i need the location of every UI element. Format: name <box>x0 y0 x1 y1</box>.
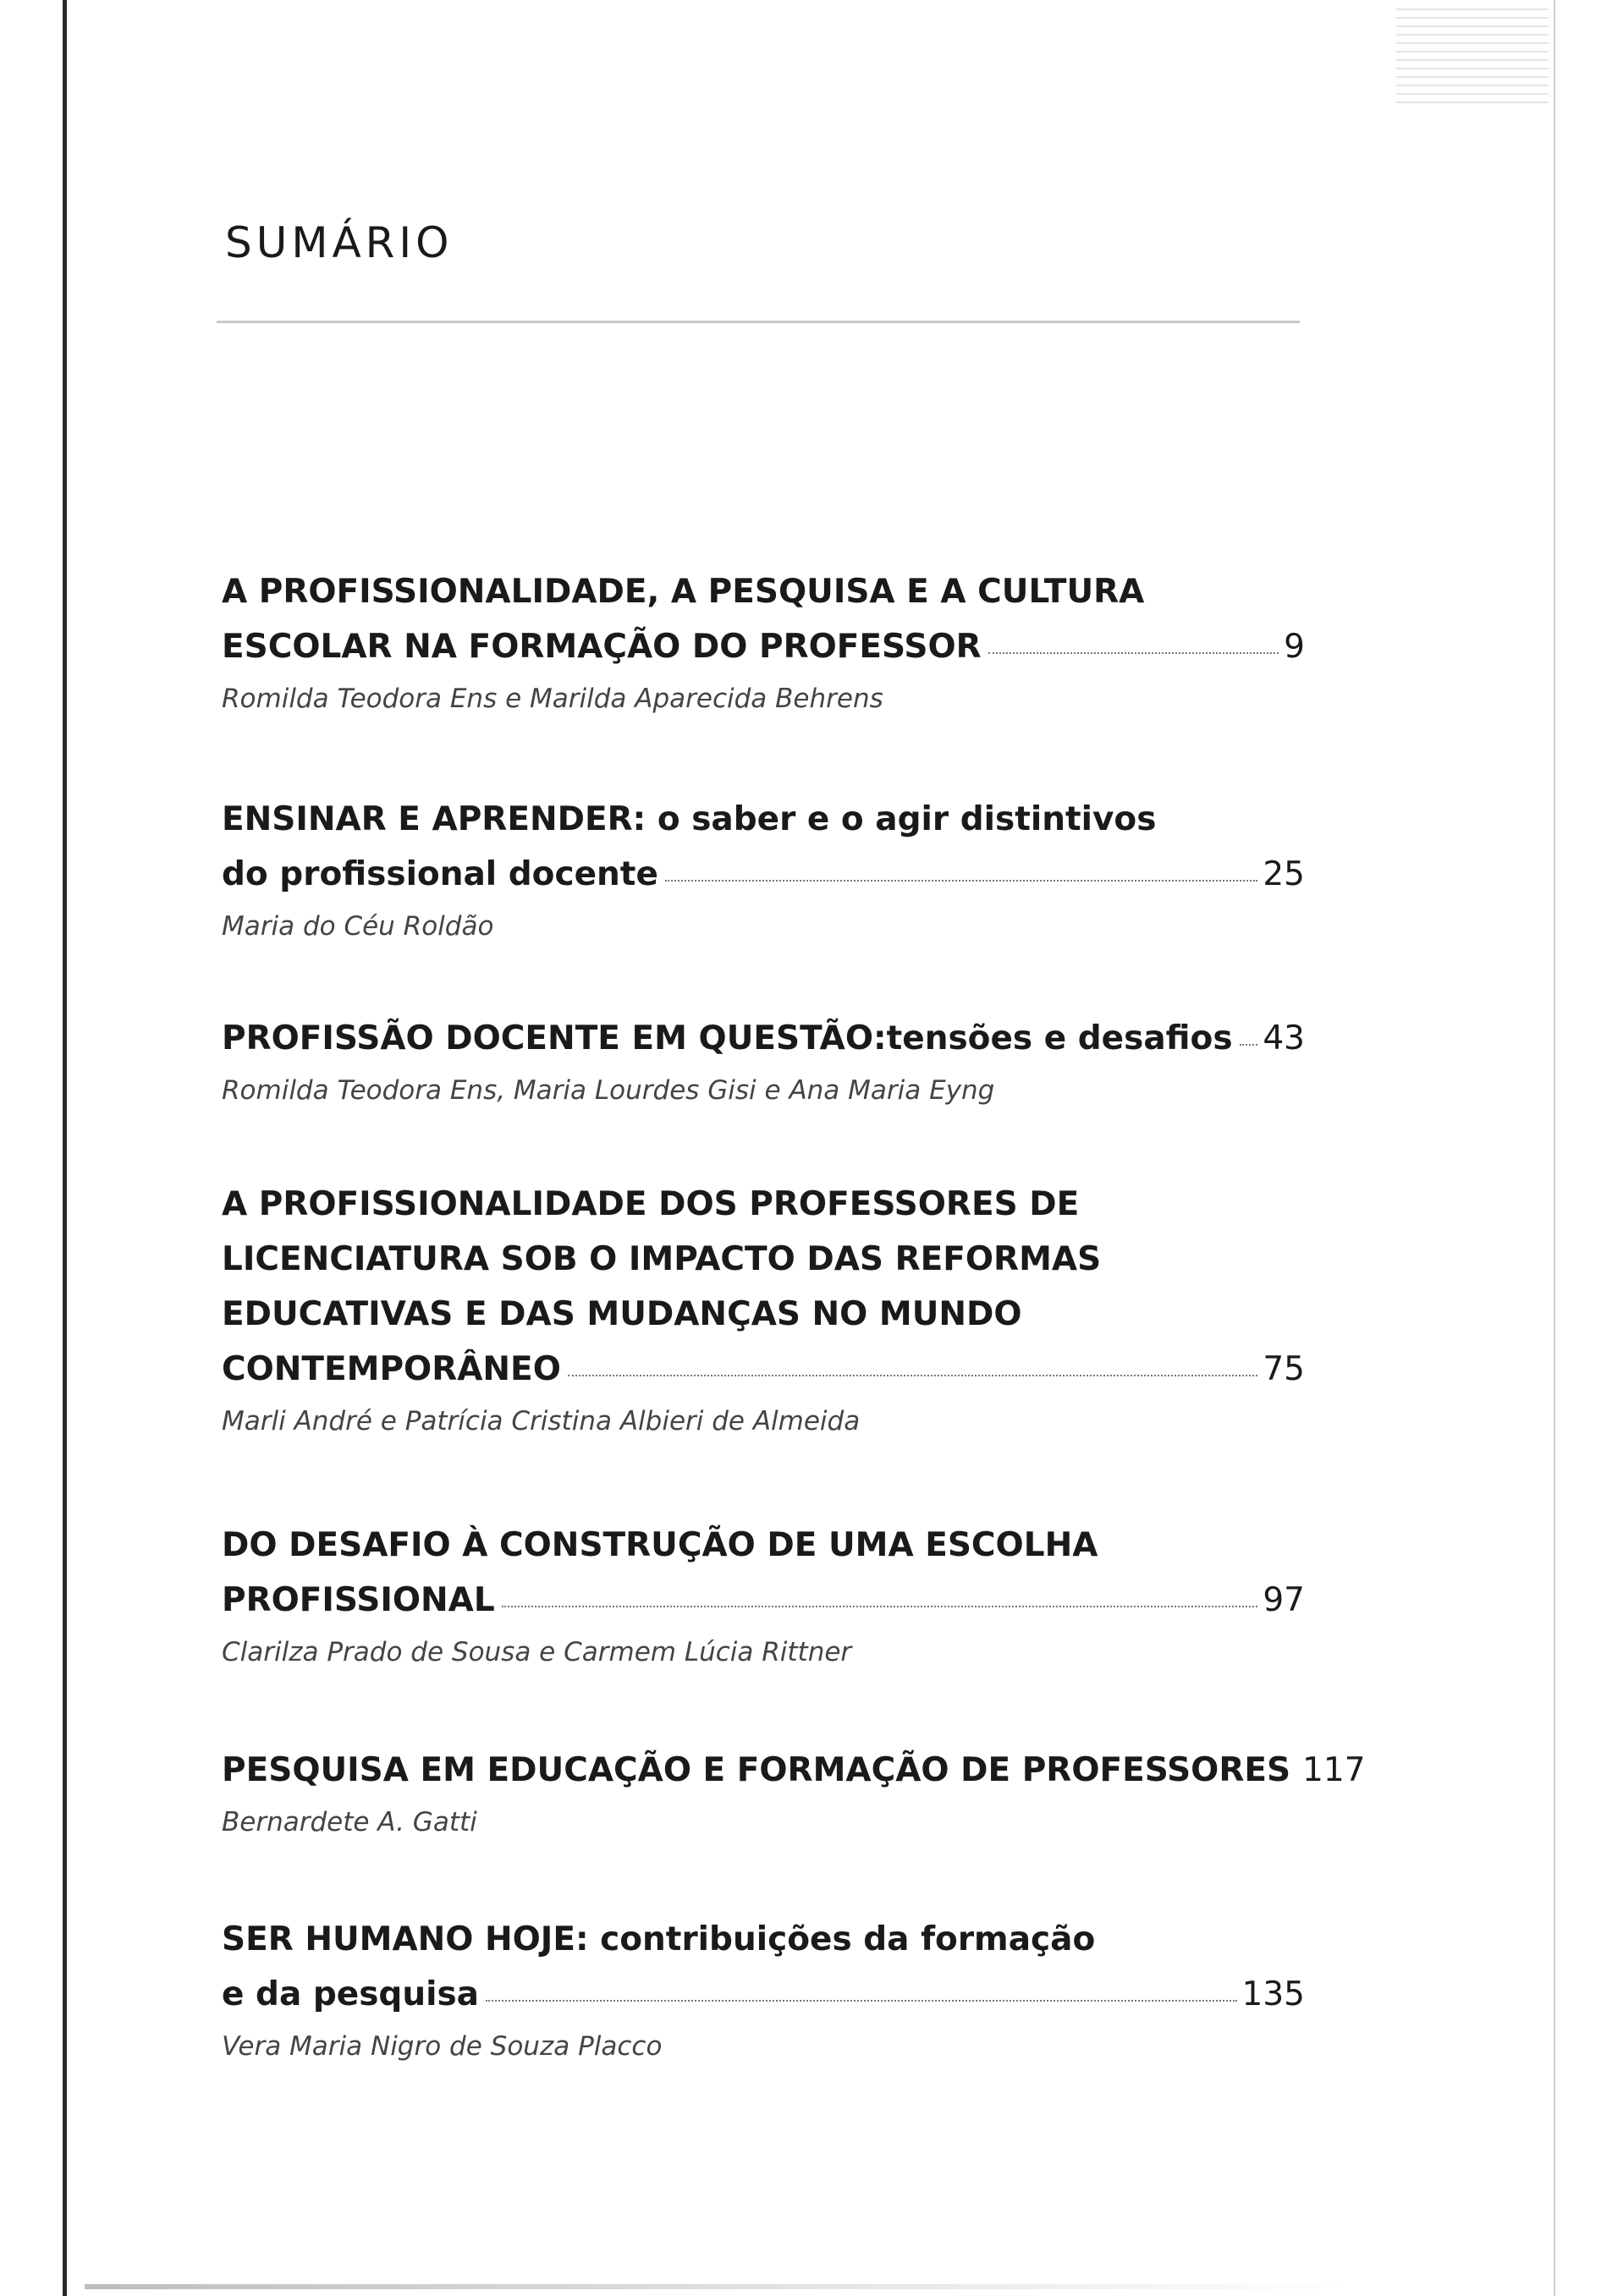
dot-leader <box>1240 1044 1258 1046</box>
toc-entry[interactable] <box>222 1743 1366 1843</box>
dot-leader <box>988 652 1279 654</box>
page-number: 9 <box>1284 628 1305 666</box>
entry-authors: Romilda Teodora Ens e Marilda Aparecida Behrens <box>222 684 883 714</box>
page-binding-edge <box>63 0 67 2296</box>
toc-entry[interactable] <box>222 1912 1305 2068</box>
dot-leader <box>568 1375 1258 1376</box>
page-number: 117 <box>1302 1751 1366 1789</box>
page-number: 75 <box>1263 1350 1305 1388</box>
dot-leader <box>665 880 1257 882</box>
page-number: 97 <box>1263 1581 1305 1619</box>
entry-title-line: ENSINAR E APRENDER: o saber e o agir distintivos <box>222 800 1157 838</box>
entry-title-line: EDUCATIVAS E DAS MUDANÇAS NO MUNDO <box>222 1295 1022 1333</box>
bottom-scan-artifact <box>85 2284 1354 2289</box>
entry-title-text: CONTEMPORÂNEO <box>222 1350 561 1388</box>
entry-title-last-line <box>222 1011 1305 1066</box>
entry-title-line: LICENCIATURA SOB O IMPACTO DAS REFORMAS <box>222 1240 1102 1278</box>
entry-authors: Marli André e Patrícia Cristina Albieri de Almeida <box>222 1406 861 1436</box>
entry-title-line: DO DESAFIO À CONSTRUÇÃO DE UMA ESCOLHA <box>222 1526 1098 1564</box>
toc-entry[interactable] <box>222 1177 1305 1442</box>
entry-title-last-line <box>222 1967 1305 2022</box>
toc-entry[interactable] <box>222 1011 1305 1112</box>
toc-entry[interactable] <box>222 792 1305 948</box>
page-number: 25 <box>1263 855 1305 893</box>
entry-authors: Vera Maria Nigro de Souza Placco <box>222 2031 663 2062</box>
entry-title-line: SER HUMANO HOJE: contribuições da formação <box>222 1920 1096 1958</box>
page-right-edge <box>1554 0 1555 2296</box>
entry-title-last-line <box>222 1573 1305 1628</box>
entry-title-line: A PROFISSIONALIDADE DOS PROFESSORES DE <box>222 1185 1080 1223</box>
entry-title-line: A PROFISSIONALIDADE, A PESQUISA E A CULTURA <box>222 573 1145 611</box>
page-number: 43 <box>1263 1019 1305 1057</box>
entry-title-text: PESQUISA EM EDUCAÇÃO E FORMAÇÃO DE PROFESSORES <box>222 1751 1291 1789</box>
entry-title-text: ESCOLAR NA FORMAÇÃO DO PROFESSOR <box>222 628 982 666</box>
entry-title-last-line <box>222 1743 1366 1798</box>
page-number: 135 <box>1241 1975 1305 2013</box>
entry-title-last-line <box>222 1342 1305 1397</box>
entry-authors: Clarilza Prado de Sousa e Carmem Lúcia Rittner <box>222 1637 852 1667</box>
entry-title-last-line <box>222 847 1305 902</box>
dot-leader <box>486 2000 1237 2002</box>
entry-title-text: e da pesquisa <box>222 1975 480 2013</box>
entry-authors: Romilda Teodora Ens, Maria Lourdes Gisi e Ana Maria Eyng <box>222 1075 995 1106</box>
entry-title-last-line <box>222 619 1305 674</box>
entry-title-text: PROFISSÃO DOCENTE EM QUESTÃO: <box>222 1019 887 1057</box>
entry-authors: Maria do Céu Roldão <box>222 911 494 942</box>
page-title: SUMÁRIO <box>225 218 454 267</box>
toc-entry[interactable] <box>222 1518 1305 1673</box>
entry-title-text: PROFISSIONAL <box>222 1581 495 1619</box>
title-divider <box>217 321 1300 323</box>
entry-authors: Bernardete A. Gatti <box>222 1807 477 1837</box>
toc-entry[interactable] <box>222 564 1305 720</box>
scan-artifact <box>1396 8 1549 110</box>
entry-subtitle-text: tensões e desafios <box>886 1019 1233 1057</box>
entry-title-text: do profissional docente <box>222 855 658 893</box>
dot-leader <box>502 1606 1258 1607</box>
